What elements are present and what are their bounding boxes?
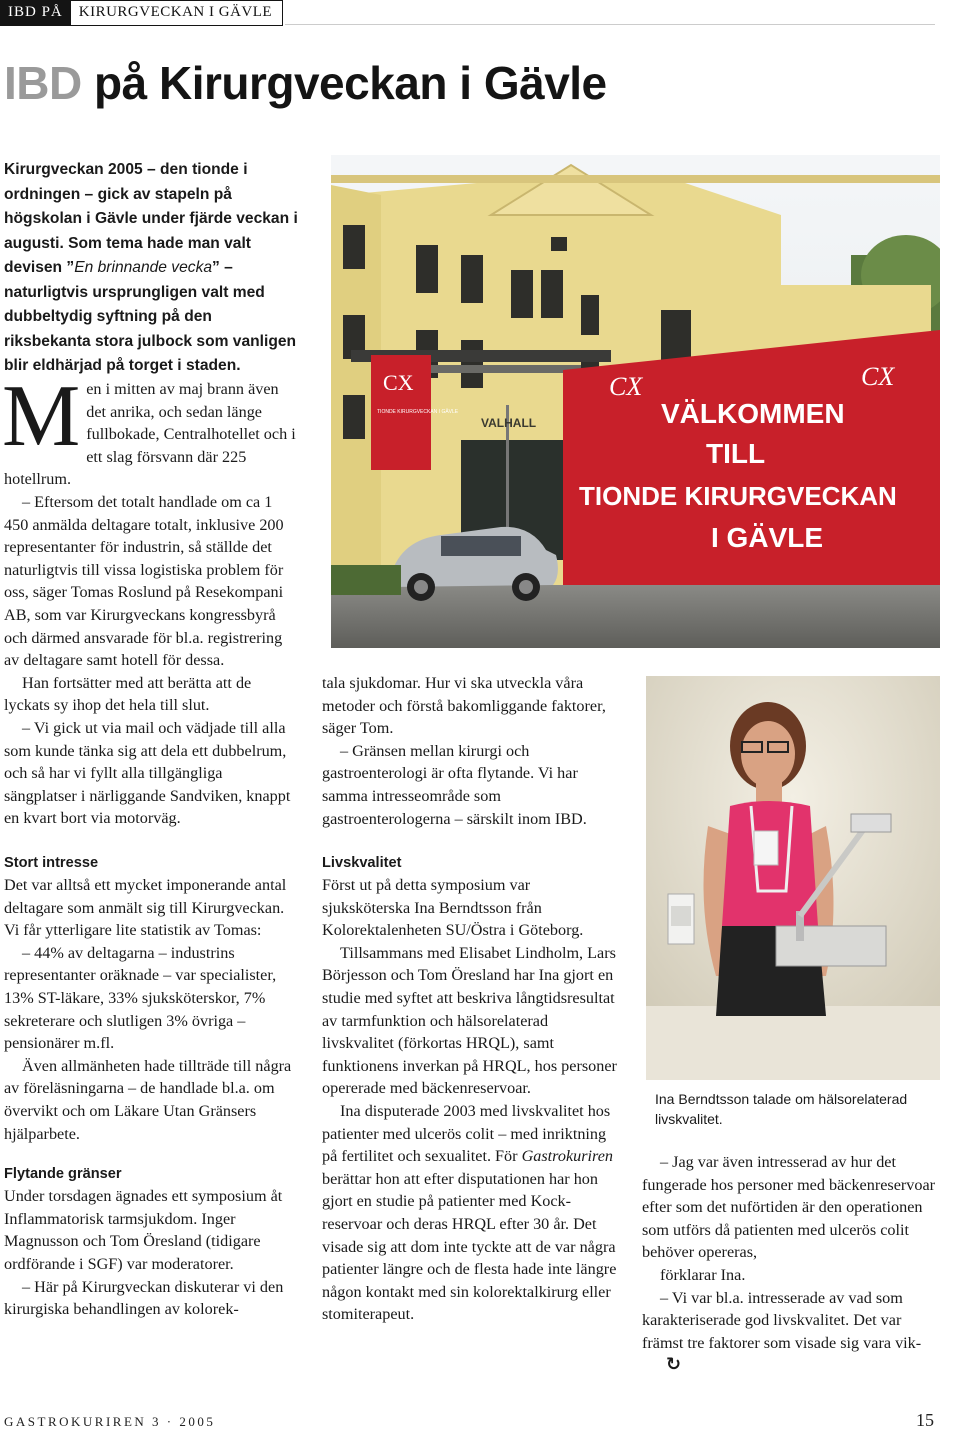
photo-caption: Ina Berndtsson talade om hälsorelaterad livskvalitet. (655, 1091, 908, 1127)
speaker-photo (646, 676, 940, 1080)
paragraph: Först ut på detta symposium var sjuksköterska Ina Berndtsson från Kolorektalenheten SU/Östra i Göteborg. (322, 876, 584, 940)
paragraph: – 44% av deltagarna – industrins representanter oräknade – var specialister, 13% ST-läkare, 33% sjuksköterskor, 7% sekreterare och slutligen 3% övriga – pensionärer m.fl. (4, 943, 277, 1053)
paragraph: förklarar Ina. (660, 1265, 746, 1284)
vertical-banner-text: TIONDE KIRURGVECKAN I GÄVLE (377, 409, 459, 415)
banner-logo-right: CX (861, 362, 895, 391)
banner-logo-left: CX (609, 372, 643, 401)
header-rule (285, 24, 935, 25)
article-title (4, 56, 607, 110)
column-2-bottom (322, 852, 618, 1326)
paragraph: Det var alltså ett mycket imponerande antal deltagare som anmält sig till Kirurgveckan. Vi får ytterligare lite statistik av Tomas: (4, 876, 287, 940)
paragraph: Han fortsätter med att berätta att de lyckats sy ihop det hela till slut. (4, 673, 252, 715)
drop-cap: M (2, 368, 81, 465)
column-1-top (2, 368, 298, 830)
banner-line-2: TILL (706, 438, 766, 469)
paragraph: tala sjukdomar. Hur vi ska utveckla våra metoder och förstå bakomliggande faktorer, säger Tom. (322, 674, 606, 738)
publication-footer: GASTROKURIREN 3 · 2005 (4, 1414, 216, 1429)
column-2-top (322, 672, 618, 830)
paragraph: Under torsdagen ägnades ett symposium åt Inflammatorisk tarmsjukdom. Inger Magnusson och Tom Öresland (tidigare ordförande i SGF) var moderatorer. (4, 1187, 283, 1273)
building-photo (331, 155, 940, 648)
article-lead (4, 158, 298, 379)
lead-italic: En brinnande vecka (74, 259, 213, 276)
lead-text-1: Kirurgveckan 2005 – den tionde i ordningen – gick av stapeln på högskolan i Gävle under fjärde veckan i augusti. Som tema hade man valt devisen ” (4, 161, 298, 276)
paragraph: Tillsammans med Elisabet Lindholm, Lars Börjesson och Tom Öresland har Ina gjort en studie med syftet att beskriva långtidsresultat av tarmfunktion och hälsorelaterad livskvalitet (förkortas HRQL), samt funktionens inverkan på HRQL, hos personer opererade med bäckenreservoar. (322, 943, 617, 1098)
column-1-bottom (4, 852, 298, 1321)
paragraph: – Jag var även intresserad av hur det fungerade hos personer med bäckenreservoar efter som det nuförtiden är den operationen som utförs då patienten med ulcerös colit behöver opereras, (642, 1153, 936, 1262)
subheading-flytande-granser: Flytande gränser (4, 1166, 122, 1183)
section-tab-light: KIRURGVECKAN I GÄVLE (71, 0, 283, 26)
continue-arrow-icon: ↻ (666, 1354, 682, 1376)
section-tab (0, 0, 283, 26)
building-sign: VALHALL (481, 416, 537, 430)
page-number: 15 (916, 1410, 934, 1430)
column-3-bottom (642, 1151, 938, 1377)
paragraph: – Vi gick ut via mail och vädjade till alla som kunde tänka sig att dela ett dubbelrum, och så har vi fyllt alla tillgängliga sängplatser i närliggande Sandviken, knappt en kvart bort via motorväg. (4, 718, 291, 828)
banner-line-1: VÄLKOMMEN (661, 398, 845, 429)
title-ibd: IBD (4, 57, 82, 109)
paragraph (2, 368, 298, 491)
section-tab-dark: IBD PÅ (0, 0, 71, 26)
paragraph: Även allmänheten hade tillträde till några av föreläsningarna – de handlade bl.a. om övervikt och om Läkare Utan Gränsers hjälparbete. (4, 1056, 292, 1143)
italic-publication: Gastrokuriren (521, 1147, 614, 1166)
vertical-banner-logo: CX (383, 370, 414, 395)
paragraph-text: en i mitten av maj brann även det anrika, och sedan länge fullbokade, Centralhotellet och i ett slag försvann där 225 hotellrum. (4, 380, 296, 489)
speaker-photo-image (646, 676, 940, 1080)
building-photo-image (331, 155, 940, 648)
banner-line-3: TIONDE KIRURGVECKAN (579, 481, 897, 511)
paragraph: Ina disputerade 2003 med livskvalitet hos patienter med ulcerös colit – med inriktning på fertilitet och sexualitet. För Gastrokuriren berättar hon att efter disputationen har hon gjort en studie på patienter med Kock-reservoar och deras HRQL efter 30 år. Det visade sig att dom inte tyckte att de var några patienter längre och de flesta hade inte längre någon kontakt med sin kolorektalkirurg eller stomiterapeut. (322, 1101, 617, 1324)
title-rest: på Kirurgveckan i Gävle (81, 57, 607, 109)
subheading-livskvalitet: Livskvalitet (322, 855, 402, 871)
paragraph: – Gränsen mellan kirurgi och gastroenterologi är ofta flytande. Vi har samma intresseområde som gastroenterologerna – särskilt inom IBD. (322, 741, 587, 828)
paragraph: – Vi var bl.a. intresserade av vad som karakteriserade god livskvalitet. Det var främst tre faktorer som visade sig vara vik-↻ (642, 1288, 922, 1376)
lead-text-2: ” – naturligtvis ursprungligen valt med dubbeltydig syftning på den riksbekanta stora julbock som vanligen blir eldhärjad på torget i staden. (4, 259, 297, 374)
banner-line-4: I GÄVLE (711, 522, 824, 553)
paragraph: – Här på Kirurgveckan diskuterar vi den kirurgiska behandlingen av kolorek- (4, 1277, 284, 1319)
paragraph: – Eftersom det totalt handlade om ca 1 450 anmälda deltagare totalt, inklusive 200 representanter för industrin, så ställde det naturligtvis till vissa logistiska problem för oss, säger Tomas Roslund på Resekompani AB, som var Kirurgveckans kongressbyrå och därmed ansvarade för bl.a. registrering av deltagare samt hotell för dessa. (4, 492, 284, 670)
subheading-stort-intresse: Stort intresse (4, 855, 99, 871)
